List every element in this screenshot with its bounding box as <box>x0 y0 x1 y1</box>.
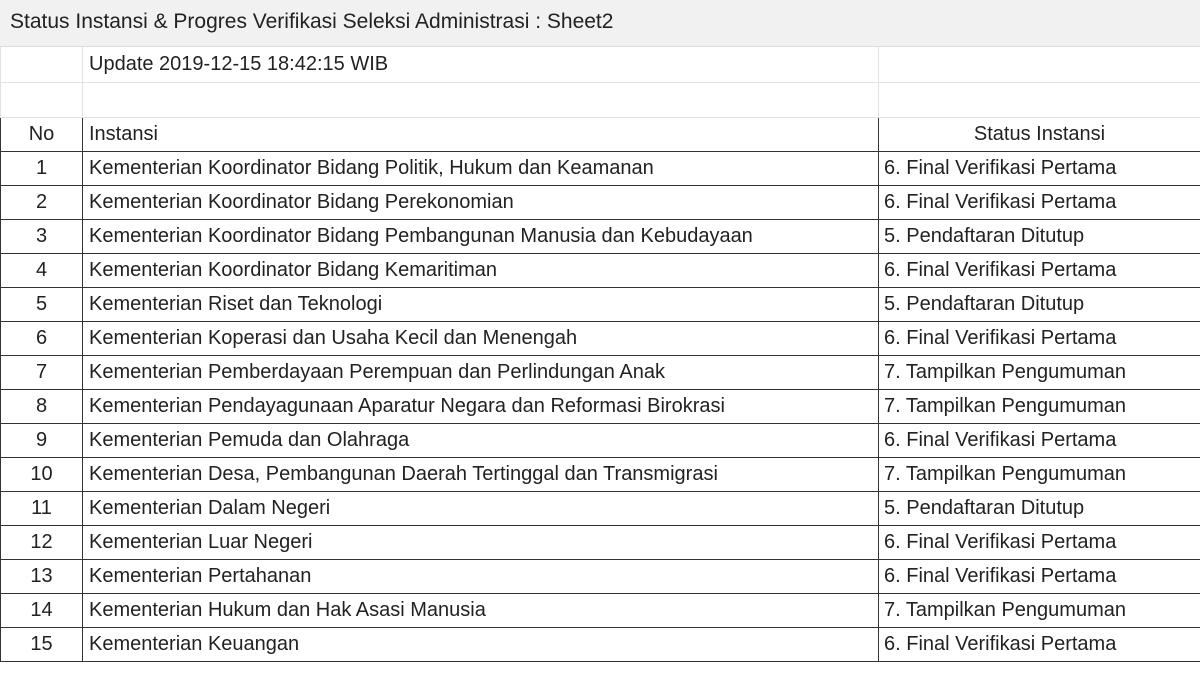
row-no[interactable]: 14 <box>1 593 83 627</box>
row-instansi[interactable]: Kementerian Koordinator Bidang Pembangunan Manusia dan Kebudayaan <box>83 219 879 253</box>
row-status[interactable]: 6. Final Verifikasi Pertama <box>879 627 1200 661</box>
row-no[interactable]: 2 <box>1 185 83 219</box>
row-no[interactable]: 5 <box>1 287 83 321</box>
header-instansi[interactable]: Instansi <box>83 117 879 151</box>
row-no[interactable]: 12 <box>1 525 83 559</box>
row-instansi[interactable]: Kementerian Koperasi dan Usaha Kecil dan Menengah <box>83 321 879 355</box>
update-row <box>1 47 1200 82</box>
table-row <box>1 525 1200 559</box>
table-row <box>1 491 1200 525</box>
cell[interactable] <box>1 82 83 117</box>
row-no[interactable]: 4 <box>1 253 83 287</box>
spreadsheet <box>0 47 1200 675</box>
row-no[interactable]: 10 <box>1 457 83 491</box>
row-status[interactable]: 7. Tampilkan Pengumuman <box>879 389 1200 423</box>
table-row <box>1 389 1200 423</box>
row-instansi[interactable]: Kementerian Riset dan Teknologi <box>83 287 879 321</box>
row-status[interactable]: 6. Final Verifikasi Pertama <box>879 321 1200 355</box>
row-instansi[interactable]: Kementerian Koordinator Bidang Politik, Hukum dan Keamanan <box>83 151 879 185</box>
table-row <box>1 321 1200 355</box>
row-status[interactable]: 6. Final Verifikasi Pertama <box>879 185 1200 219</box>
table-row <box>1 151 1200 185</box>
row-instansi[interactable]: Kementerian Keuangan <box>83 627 879 661</box>
header-no[interactable]: No <box>1 117 83 151</box>
title-bar <box>0 0 1200 47</box>
row-status[interactable]: 6. Final Verifikasi Pertama <box>879 253 1200 287</box>
cell[interactable] <box>879 47 1200 82</box>
row-no[interactable]: 11 <box>1 491 83 525</box>
row-status[interactable]: 5. Pendaftaran Ditutup <box>879 491 1200 525</box>
row-no[interactable]: 8 <box>1 389 83 423</box>
empty-row <box>1 82 1200 117</box>
row-instansi[interactable]: Kementerian Koordinator Bidang Perekonomian <box>83 185 879 219</box>
row-instansi[interactable]: Kementerian Pemuda dan Olahraga <box>83 423 879 457</box>
row-status[interactable]: 5. Pendaftaran Ditutup <box>879 287 1200 321</box>
row-no[interactable]: 6 <box>1 321 83 355</box>
row-instansi[interactable]: Kementerian Hukum dan Hak Asasi Manusia <box>83 593 879 627</box>
table-row <box>1 253 1200 287</box>
table-row <box>1 593 1200 627</box>
row-instansi[interactable]: Kementerian Pemberdayaan Perempuan dan Perlindungan Anak <box>83 355 879 389</box>
row-instansi[interactable]: Kementerian Dalam Negeri <box>83 491 879 525</box>
row-instansi[interactable]: Kementerian Pendayagunaan Aparatur Negara dan Reformasi Birokrasi <box>83 389 879 423</box>
table-row <box>1 219 1200 253</box>
row-no[interactable]: 9 <box>1 423 83 457</box>
header-status[interactable]: Status Instansi <box>879 117 1200 151</box>
row-instansi[interactable]: Kementerian Desa, Pembangunan Daerah Tertinggal dan Transmigrasi <box>83 457 879 491</box>
update-timestamp[interactable]: Update 2019-12-15 18:42:15 WIB <box>83 47 879 82</box>
row-status[interactable]: 5. Pendaftaran Ditutup <box>879 219 1200 253</box>
row-status[interactable]: 6. Final Verifikasi Pertama <box>879 559 1200 593</box>
row-no[interactable]: 15 <box>1 627 83 661</box>
row-no[interactable]: 13 <box>1 559 83 593</box>
row-no[interactable]: 3 <box>1 219 83 253</box>
row-no[interactable]: 1 <box>1 151 83 185</box>
row-instansi[interactable]: Kementerian Koordinator Bidang Kemaritiman <box>83 253 879 287</box>
row-status[interactable]: 6. Final Verifikasi Pertama <box>879 151 1200 185</box>
row-status[interactable]: 6. Final Verifikasi Pertama <box>879 525 1200 559</box>
header-row <box>1 117 1200 151</box>
row-instansi[interactable]: Kementerian Luar Negeri <box>83 525 879 559</box>
row-instansi[interactable]: Kementerian Pertahanan <box>83 559 879 593</box>
row-status[interactable]: 7. Tampilkan Pengumuman <box>879 355 1200 389</box>
table-row <box>1 423 1200 457</box>
status-table <box>0 47 1200 662</box>
window-title: Status Instansi & Progres Verifikasi Seleksi Administrasi : Sheet2 <box>10 10 614 33</box>
cell[interactable] <box>1 47 83 82</box>
cell[interactable] <box>879 82 1200 117</box>
table-row <box>1 559 1200 593</box>
row-status[interactable]: 7. Tampilkan Pengumuman <box>879 593 1200 627</box>
row-status[interactable]: 7. Tampilkan Pengumuman <box>879 457 1200 491</box>
table-row <box>1 457 1200 491</box>
table-row <box>1 355 1200 389</box>
cell[interactable] <box>83 82 879 117</box>
row-status[interactable]: 6. Final Verifikasi Pertama <box>879 423 1200 457</box>
row-no[interactable]: 7 <box>1 355 83 389</box>
table-row <box>1 185 1200 219</box>
table-row <box>1 287 1200 321</box>
table-row <box>1 627 1200 661</box>
